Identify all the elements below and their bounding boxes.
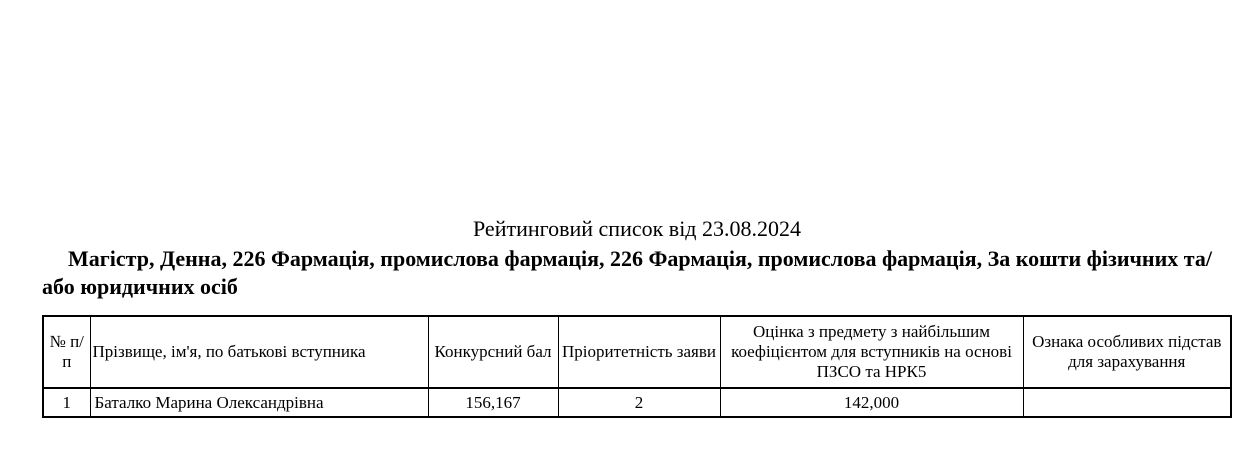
table-row [43,388,1231,417]
header-special-grounds: Ознака особливих підстав для зарахування [1023,316,1231,388]
document-subtitle: Магістр, Денна, 226 Фармація, промислова фармація, 226 Фармація, промислова фармація, За кошти фізичних та/або юридичних осіб [42,246,1212,299]
cell-name: Баталко Марина Олександрівна [90,388,428,417]
cell-num: 1 [43,388,90,417]
cell-special-grounds [1023,388,1231,417]
rating-table [42,315,1232,418]
header-priority: Пріоритетність заяви [558,316,720,388]
cell-score: 156,167 [428,388,558,417]
header-score: Конкурсний бал [428,316,558,388]
table-header-row [43,316,1231,388]
header-name: Прізвище, ім'я, по батькові вступника [90,316,428,388]
header-num: № п/п [43,316,90,388]
cell-priority: 2 [558,388,720,417]
cell-subject-score: 142,000 [720,388,1023,417]
document-title: Рейтинговий список від 23.08.2024 [472,216,801,241]
header-subject-score: Оцінка з предмету з найбільшим коефіцієнтом для вступників на основі ПЗСО та НРК5 [720,316,1023,388]
